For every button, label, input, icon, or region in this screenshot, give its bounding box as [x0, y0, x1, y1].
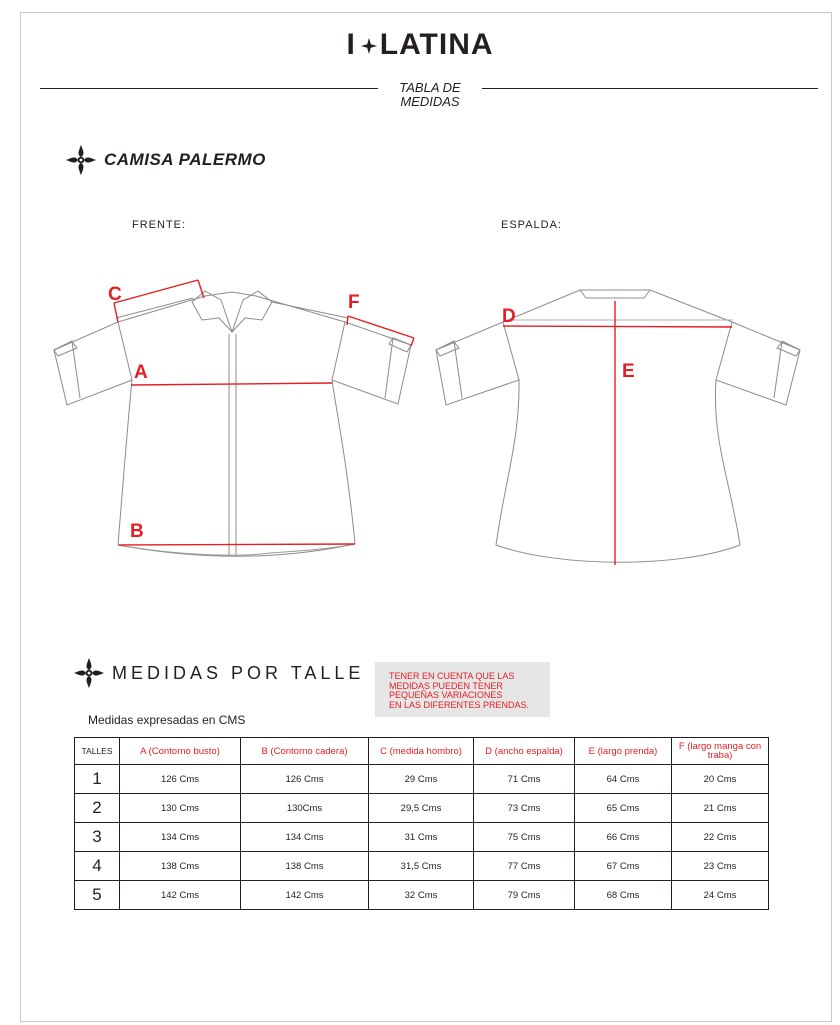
table-cell: 32 Cms — [369, 881, 474, 910]
table-cell: 31 Cms — [369, 823, 474, 852]
table-row — [75, 765, 769, 794]
back-shirt-drawing — [436, 290, 800, 562]
measures-section-title — [72, 656, 364, 690]
note-line: EN LAS DIFERENTES PRENDAS. — [389, 699, 530, 710]
column-header: D (ancho espalda) — [474, 738, 575, 765]
table-cell: 20 Cms — [672, 765, 769, 794]
front-view-label: FRENTE: — [132, 219, 187, 231]
measure-letter-d: D — [502, 306, 516, 327]
table-cell: 64 Cms — [575, 765, 672, 794]
brand-prefix: I — [346, 28, 356, 61]
measure-letter-b: B — [130, 521, 144, 542]
measurement-lines — [114, 280, 732, 565]
table-cell: 134 Cms — [120, 823, 241, 852]
table-cell: 24 Cms — [672, 881, 769, 910]
table-row — [75, 823, 769, 852]
note-line: MEDIDAS PUEDEN TENER — [389, 680, 503, 691]
brand-name: LATINA — [379, 28, 494, 61]
subtitle-line-1: TABLA DE — [399, 80, 461, 95]
table-cell: 29 Cms — [369, 765, 474, 794]
subtitle-line-2: MEDIDAS — [400, 94, 460, 109]
table-cell: 126 Cms — [241, 765, 369, 794]
table-cell: 73 Cms — [474, 794, 575, 823]
table-cell: 130 Cms — [120, 794, 241, 823]
table-cell: 79 Cms — [474, 881, 575, 910]
column-header: E (largo prenda) — [575, 738, 672, 765]
table-cell: 134 Cms — [241, 823, 369, 852]
table-cell: 71 Cms — [474, 765, 575, 794]
table-row — [75, 881, 769, 910]
measures-title-text: MEDIDAS POR TALLE — [112, 662, 365, 683]
table-cell: 67 Cms — [575, 852, 672, 881]
table-cell: 142 Cms — [120, 881, 241, 910]
size-table — [74, 737, 769, 910]
back-view-label: ESPALDA: — [501, 219, 562, 231]
table-row — [75, 852, 769, 881]
table-cell: 21 Cms — [672, 794, 769, 823]
table-cell: 138 Cms — [120, 852, 241, 881]
size-cell: 4 — [75, 852, 120, 881]
table-cell: 31,5 Cms — [369, 852, 474, 881]
garment-name: CAMISA PALERMO — [104, 150, 266, 169]
column-header: A (Contorno busto) — [120, 738, 241, 765]
table-cell: 126 Cms — [120, 765, 241, 794]
note-line: PEQUEÑAS VARIACIONES — [389, 690, 503, 700]
quatrefoil-icon — [72, 656, 106, 690]
column-header: TALLES — [75, 738, 120, 765]
measure-letter-c: C — [108, 284, 122, 305]
table-cell: 68 Cms — [575, 881, 672, 910]
table-cell: 142 Cms — [241, 881, 369, 910]
measure-letter-a: A — [134, 362, 148, 383]
table-header-row — [75, 738, 769, 765]
size-cell: 2 — [75, 794, 120, 823]
units-label: Medidas expresadas en CMS — [88, 713, 246, 727]
table-cell: 23 Cms — [672, 852, 769, 881]
table-cell: 75 Cms — [474, 823, 575, 852]
measure-letter-e: E — [622, 361, 635, 382]
variation-note — [375, 662, 550, 717]
table-cell: 22 Cms — [672, 823, 769, 852]
column-header: C (medida hombro) — [369, 738, 474, 765]
column-header: F (largo manga con traba) — [672, 738, 769, 765]
size-cell: 5 — [75, 881, 120, 910]
measure-letter-f: F — [348, 292, 360, 313]
table-cell: 138 Cms — [241, 852, 369, 881]
front-shirt-drawing — [54, 291, 411, 556]
table-cell: 77 Cms — [474, 852, 575, 881]
column-header: B (Contorno cadera) — [241, 738, 369, 765]
note-line: TENER EN CUENTA QUE LAS — [389, 671, 515, 681]
table-cell: 130Cms — [241, 794, 369, 823]
table-cell: 65 Cms — [575, 794, 672, 823]
size-cell: 1 — [75, 765, 120, 794]
table-cell: 66 Cms — [575, 823, 672, 852]
table-row — [75, 794, 769, 823]
size-cell: 3 — [75, 823, 120, 852]
table-cell: 29,5 Cms — [369, 794, 474, 823]
